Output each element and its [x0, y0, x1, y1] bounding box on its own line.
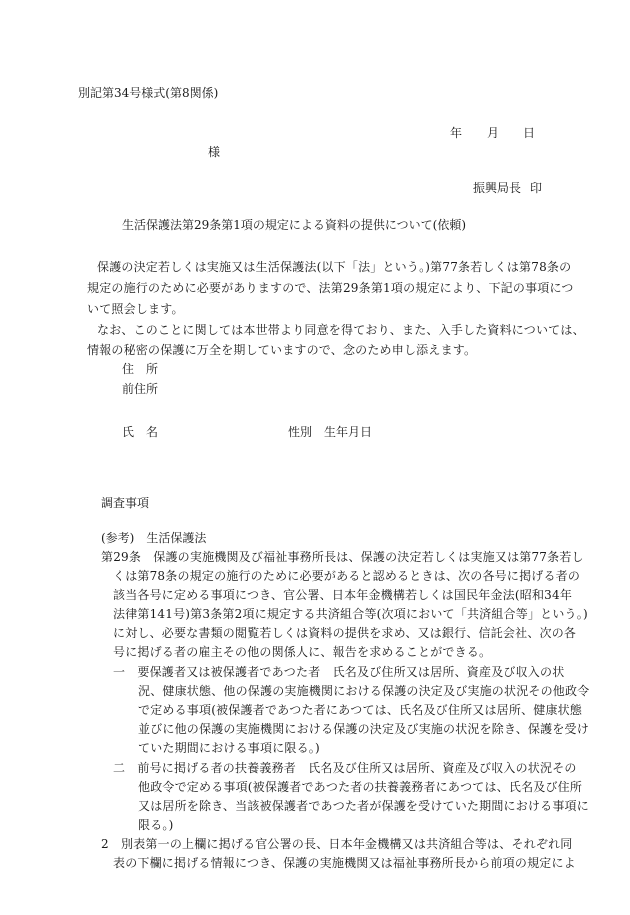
field-address-label: 住 所 [122, 362, 159, 376]
article-line: 該当各号に定める事項につき、官公署、日本年金機構若しくは国民年金法(昭和34年 [113, 588, 573, 602]
item1-line: で定める事項(被保護者であつた者にあつては、氏名及び住所又は居所、健康状態 [138, 703, 583, 717]
document-title: 生活保護法第29条第1項の規定による資料の提供について(依頼) [122, 218, 467, 232]
article-line: くは第78条の規定の施行のために必要があると認めるときは、次の各号に掲げる者の [113, 569, 581, 583]
item2-line: 二 前号に掲げる者の扶養義務者 氏名及び住所又は居所、資産及び収入の状況その [113, 761, 577, 775]
item2-line: 又は居所を除き、当該被保護者であつた者が保護を受けていた期間における事項に [138, 799, 589, 813]
addressee-suffix: 様 [208, 145, 221, 159]
paragraph2-line: 表の下欄に掲げる情報につき、保護の実施機関又は福祉事務所長から前項の規定によ [113, 856, 576, 870]
paragraph2-line: 2 別表第一の上欄に掲げる官公署の長、日本年金機構又は共済組合等は、それぞれ同 [101, 837, 573, 851]
item1-line: ていた期間における事項に限る。) [138, 741, 320, 755]
reference-heading: (参考) 生活保護法 [101, 531, 207, 545]
sender-title: 振興局長 [473, 181, 522, 195]
item1-line: 一 要保護者又は被保護者であつた者 氏名及び住所又は居所、資産及び収入の状 [113, 665, 565, 679]
article-line: 第29条 保護の実施機関及び福祉事務所長は、保護の決定若しくは実施又は第77条若し [101, 550, 584, 564]
field-prev-address-label: 前住所 [122, 382, 159, 396]
article-line: 号に掲げる者の雇主その他の関係人に、報告を求めることができる。 [113, 645, 492, 659]
article-line: に対し、必要な書類の閲覧若しくは資料の提供を求め、又は銀行、信託会社、次の各 [113, 626, 577, 640]
field-gender-dob-label: 性別 生年月日 [288, 425, 373, 439]
date-month: 月 [487, 126, 500, 140]
item1-line: 並びに他の保護の実施機関における保護の決定及び実施の状況を除き、保護を受け [138, 722, 589, 736]
body-line: いて照会します。 [87, 302, 184, 316]
body-line: 情報の秘密の保護に万全を期していますので、念のため申し添えます。 [87, 343, 477, 357]
form-label: 別記第34号様式(第8関係) [78, 86, 219, 100]
item2-line: 他政令で定める事項(被保護者であつた者の扶養義務者にあつては、氏名及び住所 [138, 780, 583, 794]
item1-line: 況、健康状態、他の保護の実施機関における保護の決定及び実施の状況その他政令 [138, 684, 590, 698]
investigation-heading: 調査事項 [101, 496, 150, 510]
body-line: 規定の施行のために必要がありますので、法第29条第1項の規定により、下記の事項につ [87, 281, 574, 295]
sender-seal: 印 [530, 181, 543, 195]
body-line: 保護の決定若しくは実施又は生活保護法(以下「法」という。)第77条若しくは第78条の [97, 260, 572, 274]
date-day: 日 [523, 126, 536, 140]
body-line: なお、このことに関しては本世帯より同意を得ており、また、入手した資料については、 [97, 323, 585, 337]
date-year: 年 [450, 126, 463, 140]
item2-line: 限る。) [138, 818, 174, 832]
field-name-label: 氏 名 [122, 425, 159, 439]
article-line: 法律第141号)第3条第2項に規定する共済組合等(次項において「共済組合等」という。) [113, 607, 588, 621]
